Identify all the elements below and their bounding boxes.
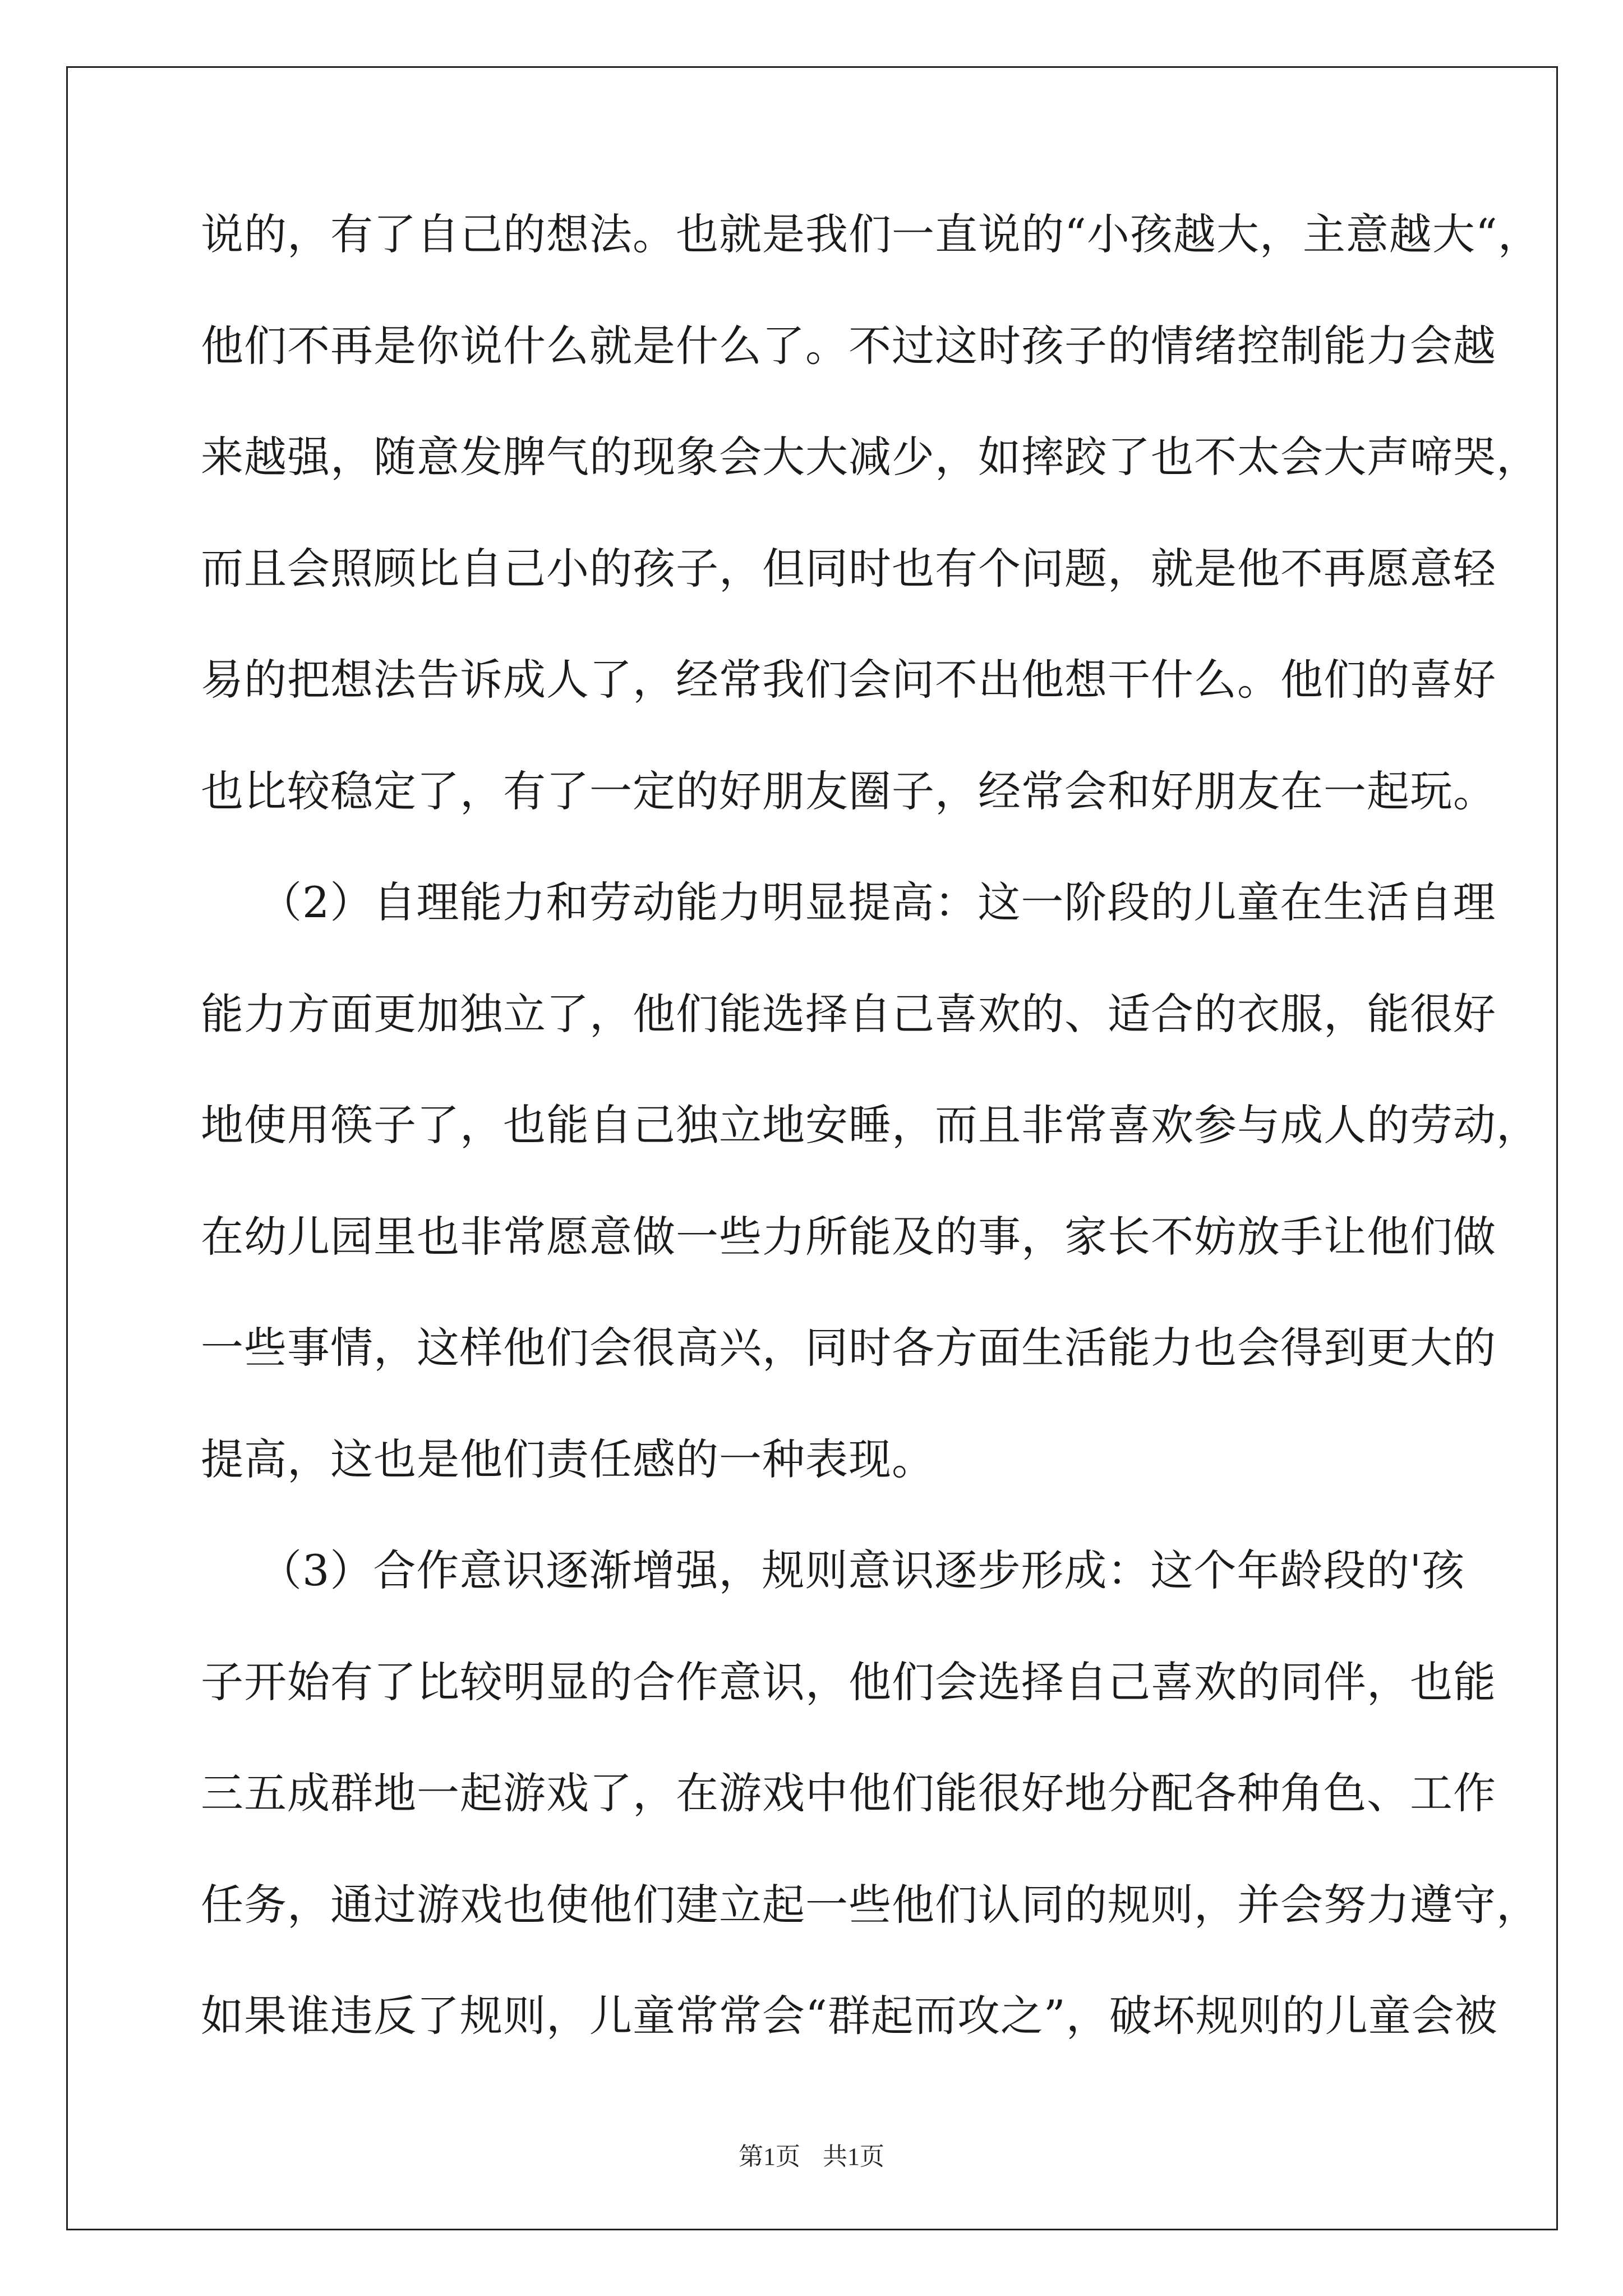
page-total: 共1页 — [823, 2143, 884, 2170]
text-line: 在幼儿园里也非常愿意做一些力所能及的事，家长不妨放手让他们做 — [201, 1211, 1496, 1262]
text-line: 来越强，随意发脾气的现象会大大减少，如摔跤了也不太会大声啼哭， — [201, 432, 1539, 482]
paragraph-heading-2: （2）自理能力和劳动能力明显提高：这一阶段的儿童在生活自理 — [259, 877, 1496, 927]
text-line: 说的，有了自己的想法。也就是我们一直说的“小孩越大，主意越大“， — [201, 209, 1541, 259]
text-line: 易的把想法告诉成人了，经常我们会问不出他想干什么。他们的喜好 — [201, 655, 1496, 705]
paragraph-heading-3: （3）合作意识逐渐增强，规则意识逐步形成：这个年龄段的'孩 — [259, 1545, 1465, 1595]
text-line: 一些事情，这样他们会很高兴，同时各方面生活能力也会得到更大的 — [201, 1323, 1496, 1373]
page-number: 第1页 — [739, 2143, 800, 2170]
text-line: 他们不再是你说什么就是什么了。不过这时孩子的情绪控制能力会越 — [201, 320, 1496, 371]
document-body — [201, 205, 1541, 2098]
text-line: 任务，通过游戏也使他们建立起一些他们认同的规则，并会努力遵守， — [201, 1879, 1539, 1930]
text-line: 能力方面更加独立了，他们能选择自己喜欢的、适合的衣服，能很好 — [201, 988, 1496, 1039]
page-footer — [0, 2136, 1623, 2172]
text-line: 子开始有了比较明显的合作意识，他们会选择自己喜欢的同伴，也能 — [201, 1657, 1496, 1707]
text-line: 如果谁违反了规则，儿童常常会“群起而攻之”，破坏规则的儿童会被 — [201, 1991, 1498, 2041]
text-line: 提高，这也是他们责任感的一种表现。 — [201, 1434, 935, 1484]
text-line: 地使用筷子了，也能自己独立地安睡，而且非常喜欢参与成人的劳动， — [201, 1100, 1539, 1150]
text-line: 也比较稳定了，有了一定的好朋友圈子，经常会和好朋友在一起玩。 — [201, 766, 1496, 816]
text-line: 三五成群地一起游戏了，在游戏中他们能很好地分配各种角色、工作 — [201, 1768, 1496, 1818]
text-line: 而且会照顾比自己小的孩子，但同时也有个问题，就是他不再愿意轻 — [201, 543, 1496, 593]
